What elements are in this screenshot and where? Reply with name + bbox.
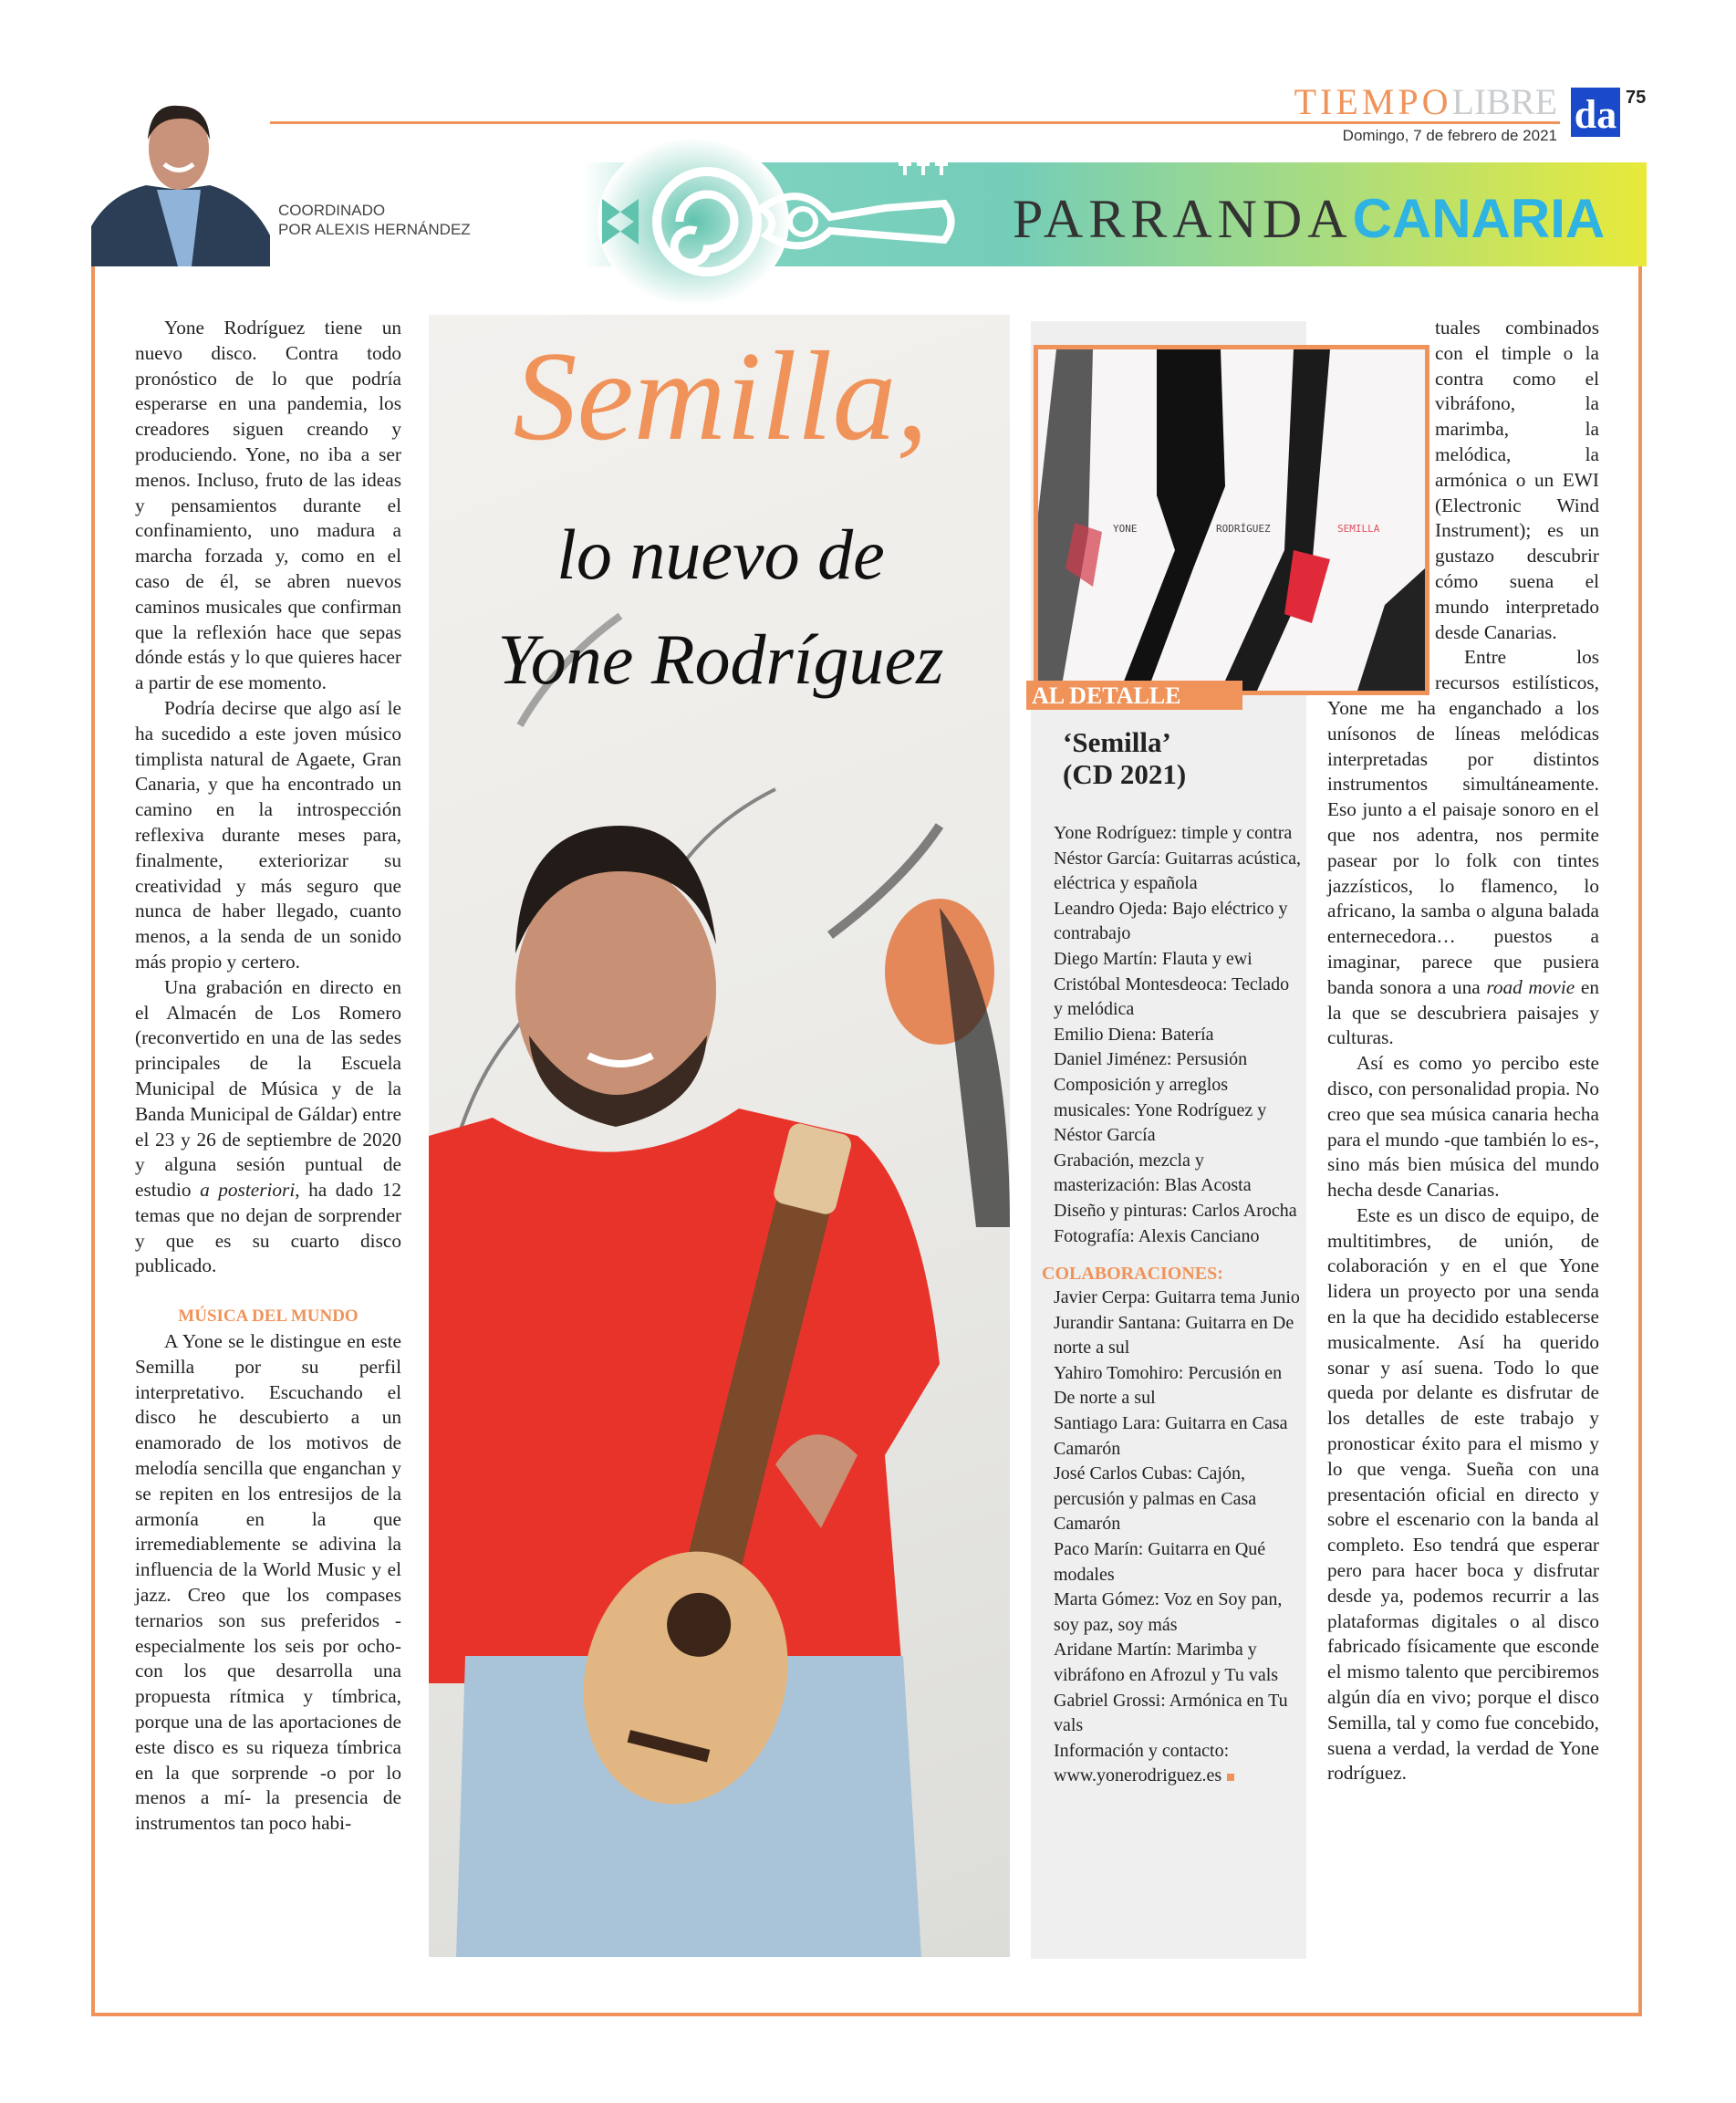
end-mark-icon xyxy=(1227,1774,1234,1781)
text: , ha dado 12 temas que no dejan de sorprender y que es su cuarto disco publicado. xyxy=(135,1179,401,1277)
text: en la que se descubriera paisajes y culturas. xyxy=(1327,975,1599,1049)
byline-line1: COORDINADO xyxy=(278,202,386,219)
paragraph: Podría decirse que algo así le ha sucedido a este joven músico timplista natural de Agaete, Gran Canaria, y que ha encontrado un camino en la introspección reflexiva durante meses para, finalmente, exteriorizar su creatividad y más seguro que nunca de haber llegado, cuanto menos, a la senda de un sonido más propio y certero. xyxy=(135,696,401,973)
section-title-canaria: CANARIA xyxy=(1352,188,1606,249)
credit-item: Composición y arreglos musicales: Yone Rodríguez y Néstor García xyxy=(1054,1074,1267,1146)
collab-item: Yahiro Tomohiro: Percusión en De norte a sul xyxy=(1054,1362,1283,1409)
article-column-left xyxy=(135,316,401,1837)
credit-item: Emilio Diena: Batería xyxy=(1054,1024,1214,1045)
sidebar-label: AL DETALLE xyxy=(1026,681,1242,710)
album-artist-first: YONE xyxy=(1113,523,1138,535)
issue-date: Domingo, 7 de febrero de 2021 xyxy=(1342,127,1557,144)
italic-text: road movie xyxy=(1486,975,1575,998)
article-column-right xyxy=(1327,316,1599,1786)
page-number: 75 xyxy=(1626,88,1647,108)
collab-item: Aridane Martín: Marimba y vibráfono en Afrozul y Tu vals xyxy=(1054,1640,1279,1685)
collaborations-list xyxy=(1054,1286,1305,1789)
album-wrap-spacer xyxy=(1327,316,1435,694)
paragraph: Yone Rodríguez tiene un nuevo disco. Contra todo pronóstico de lo que podría esperarse en una pandemia, los creadores siguen creando y produciendo. Yone, no iba a ser menos. Incluso, fruto de las ideas y pensamientos durante el confinamiento, uno madura a marcha forzada y, como en el caso de él, se abren nuevos caminos musicales que confirman que la reflexión hace que sepas dónde estás y lo que quieres hacer a partir de ese momento. xyxy=(135,317,401,694)
credit-item: Diego Martín: Flauta y ewi xyxy=(1054,948,1253,969)
headline-line2: lo nuevo de xyxy=(556,515,885,594)
collab-item: José Carlos Cubas: Cajón, percusión y palmas en Casa Camarón xyxy=(1054,1463,1257,1535)
collab-item: Jurandir Santana: Guitarra en De norte a sul xyxy=(1054,1312,1294,1359)
credit-item: Néstor García: Guitarras acústica, eléctrica y española xyxy=(1054,848,1301,894)
subheading: MÚSICA DEL MUNDO xyxy=(178,1307,359,1327)
collaborations-heading: COLABORACIONES: xyxy=(1042,1264,1223,1285)
album-artist-last: RODRÍGUEZ xyxy=(1216,523,1271,535)
collab-item: Gabriel Grossi: Armónica en Tu vals xyxy=(1054,1690,1288,1736)
newspaper-logo: da xyxy=(1571,88,1620,137)
album-title: SEMILLA xyxy=(1337,523,1380,535)
collab-item: Información y contacto: xyxy=(1054,1740,1230,1761)
credit-item: Cristóbal Montesdeoca: Teclado y melódica xyxy=(1054,973,1290,1020)
brand-libre: LIBRE xyxy=(1451,81,1557,122)
brand-tiempo: TIEMPO xyxy=(1294,81,1452,122)
paragraph xyxy=(1327,645,1599,1051)
section-title-parranda: PARRANDA xyxy=(1013,189,1353,249)
sidebar-title xyxy=(1063,726,1305,790)
text: Entre los recursos estilísticos, Yone me ha enganchado a los unísonos de líneas melódicas interpretadas por distintos instrumentos simultáneamente. Eso junto a el paisaje sonoro en el que nos adentra, nos permite pasear por lo folk con tintes jazzísticos, lo flamenco, lo africano, la samba o alguna balada enternecedora… puestos a imaginar, parece que pusiera banda sonora a una xyxy=(1327,646,1599,998)
credit-item: Fotografía: Alexis Canciano xyxy=(1054,1225,1260,1246)
collab-item: Santiago Lara: Guitarra en Casa Camarón xyxy=(1054,1413,1288,1459)
paragraph: Así es como yo percibo este disco, con personalidad propia. No creo que sea música canaria hecha para el mundo -que también lo es-, sino más bien música del mundo hecha desde Canarias. xyxy=(1327,1052,1599,1202)
credit-item: Leandro Ojeda: Bajo eléctrico y contrabajo xyxy=(1054,898,1288,944)
collab-item: Marta Gómez: Voz en Soy pan, soy paz, soy más xyxy=(1054,1589,1283,1635)
byline xyxy=(278,201,471,239)
italic-text: a posteriori xyxy=(200,1179,296,1202)
paragraph xyxy=(135,975,401,1280)
credit-item: Daniel Jiménez: Persusión xyxy=(1054,1049,1248,1070)
headline-line3: Yone Rodríguez xyxy=(497,619,944,699)
sidebar-content xyxy=(1042,726,1305,1789)
paragraph: Este es un disco de equipo, de multitimbres, de unión, de colaboración y en el que Yone lidera un proyecto por una senda en la que ha decidido establecerse musicalmente. Así ha querido sonar y así suena. Todo lo que queda por delante es disfrutar de los detalles de este trabajo y pronosticar éxito para el mismo y lo que venga. Sueña con una presentación oficial en directo y sobre el escenario con la banda al completo. Eso tendrá que esperar pero para hacer boca y disfrutar desde ya, podemos recurrir a las plataformas digitales o al disco fabricado físicamente que esconde el mismo talento que percibiremos algún día en vivo; porque el disco Semilla, tal y como fue concebido, suena a verdad, la verdad de Yone rodríguez. xyxy=(1327,1203,1599,1785)
paragraph: A Yone se le distingue en este Semilla por su perfil interpretativo. Escuchando el disco he descubierto a un enamorado de los motivos de melodía sencilla que enganchan y se repiten en los entresijos de la armonía en la que irremediablemente se adivina la influencia de la World Music y el jazz. Creo que los compases ternarios son sus preferidos -especialmente los seis por ocho- con los que desarrolla una propuesta rítmica y tímbrica, porque una de las aportaciones de este disco es su riqueza tímbrica en la que sorprende -o por lo menos a mí- la presencia de instrumentos tan poco habi- xyxy=(135,1330,401,1835)
website-link[interactable]: www.yonerodriguez.es xyxy=(1054,1765,1222,1786)
collab-item: Javier Cerpa: Guitarra tema Junio xyxy=(1054,1287,1300,1308)
section-title xyxy=(1013,187,1605,251)
author-photo xyxy=(91,99,270,266)
credits-list xyxy=(1054,821,1302,1249)
section-brand xyxy=(1294,81,1557,122)
credit-item: Yone Rodríguez: timple y contra xyxy=(1054,823,1293,843)
paragraph: tuales combinados con el timple o la contra como el vibráfono, la marimba, la melódica, la armónica o un EWI (Electronic Wind Instrument); es un gustazo descubrir cómo suena el mundo interpretado desde Canarias. xyxy=(1435,317,1599,643)
credit-item: Diseño y pinturas: Carlos Arocha xyxy=(1054,1200,1297,1221)
album-format-year: (CD 2021) xyxy=(1063,758,1187,790)
byline-line2: POR ALEXIS HERNÁNDEZ xyxy=(278,221,471,238)
album-name: ‘Semilla’ xyxy=(1063,726,1171,758)
credit-item: Grabación, mezcla y masterización: Blas Acosta xyxy=(1054,1150,1252,1196)
text: Una grabación en directo en el Almacén de Los Romero (reconvertido en una de las sedes principales de la Escuela Municipal de Música y de la Banda Municipal de Gáldar) entre el 23 y 26 de septiembre de 2020 y alguna sesión puntual de estudio xyxy=(135,975,401,1202)
headline-title: Semilla, xyxy=(513,326,929,467)
collab-item: Paco Marín: Guitarra en Qué modales xyxy=(1054,1539,1266,1585)
